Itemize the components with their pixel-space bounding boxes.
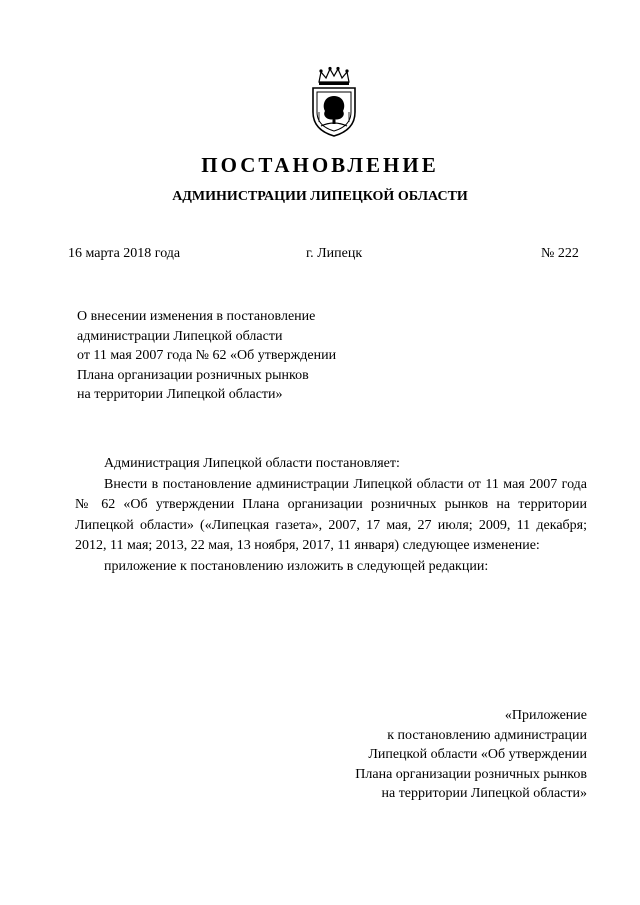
appendix-line: Плана организации розничных рынков: [355, 766, 587, 782]
appendix-line: на территории Липецкой области»: [381, 786, 587, 801]
subject-line: от 11 мая 2007 года № 62 «Об утверждении: [77, 348, 337, 363]
appendix-line: Липецкой области «Об утверждении: [368, 747, 587, 762]
appendix-line: «Приложение: [504, 708, 587, 723]
body-paragraph-instruction: приложение к постановлению изложить в следующей редакции:: [104, 558, 489, 574]
document-city: г. Липецк: [306, 246, 363, 261]
document-title: ПОСТАНОВЛЕНИЕ: [201, 153, 439, 177]
document-subtitle: АДМИНИСТРАЦИИ ЛИПЕЦКОЙ ОБЛАСТИ: [172, 189, 468, 204]
body-paragraph-preamble: Администрация Липецкой области постановляет:: [104, 456, 400, 471]
appendix-header: [267, 706, 587, 804]
body-paragraph-amendment: Внести в постановление администрации Липецкой области от 11 мая 2007 года № 62 «Об утверждении Плана организации розничных рынков на территории Липецкой области» («Липецкая газета», 2007, 17 мая, 27 июля; 2009, 11 декабря; 2012, 11 мая; 2013, 22 мая, 13 ноября, 2017, 11 января) следующее изменение:: [75, 476, 587, 553]
subject-line: Плана организации розничных рынков: [77, 367, 309, 383]
document-body: [75, 454, 587, 577]
subject-line: администрации Липецкой области: [77, 328, 283, 344]
document-subject: [77, 307, 407, 405]
subject-line: О внесении изменения в постановление: [77, 309, 316, 324]
appendix-line: к постановлению администрации: [387, 727, 587, 743]
document-date: 16 марта 2018 года: [68, 246, 181, 261]
subject-line: на территории Липецкой области»: [77, 387, 283, 402]
coat-of-arms-icon: [309, 66, 359, 138]
document-number: № 222: [541, 246, 579, 261]
